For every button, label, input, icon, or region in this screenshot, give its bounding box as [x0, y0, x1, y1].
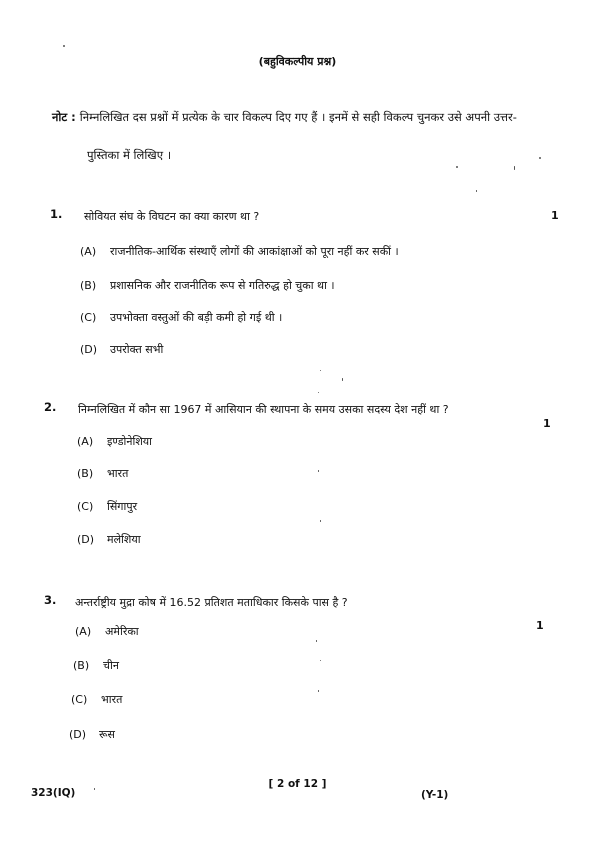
question-1-option-d: (D) उपरोक्त सभी	[80, 343, 164, 356]
question-2-option-a: (A) इण्डोनेशिया	[77, 435, 153, 448]
question-1-number: 1.	[50, 207, 63, 221]
scan-speck	[318, 470, 319, 472]
scan-speck	[320, 660, 321, 661]
question-1-marks: 1	[551, 209, 559, 222]
scan-speck	[316, 640, 317, 642]
question-1-option-b: (B) प्रशासनिक और राजनीतिक रूप से गतिरुद्ध हो चुका था ।	[80, 279, 335, 292]
scan-speck	[476, 190, 477, 192]
scan-speck	[320, 370, 321, 371]
scan-speck	[318, 392, 319, 393]
scan-speck	[456, 166, 458, 168]
note-label: नोट :	[52, 110, 76, 124]
question-1-text: सोवियत संघ के विघटन का क्या कारण था ?	[84, 210, 260, 223]
note-line-1	[52, 110, 517, 125]
question-3-option-c: (C) भारत	[71, 693, 123, 706]
section-title: (बहुविकल्पीय प्रश्न)	[258, 55, 337, 68]
scan-speck	[514, 166, 515, 170]
question-2-marks: 1	[543, 417, 551, 430]
scan-speck	[539, 157, 541, 159]
scan-speck	[94, 788, 95, 790]
footer-set-code: (Y-1)	[421, 789, 449, 801]
question-2-option-c: (C) सिंगापुर	[77, 500, 138, 513]
note-text-2: पुस्तिका में लिखिए ।	[87, 148, 172, 162]
question-3-option-d: (D) रूस	[69, 728, 115, 741]
question-2-option-d: (D) मलेशिया	[77, 533, 141, 546]
question-1-option-c: (C) उपभोक्ता वस्तुओं की बड़ी कमी हो गई थी ।	[80, 311, 283, 324]
question-3-option-b: (B) चीन	[73, 659, 119, 672]
scan-speck	[318, 690, 319, 692]
question-2-text: निम्नलिखित में कौन सा 1967 में आसियान की स्थापना के समय उसका सदस्य देश नहीं था ?	[78, 403, 449, 416]
footer-paper-code: 323(IQ)	[31, 787, 76, 799]
scan-speck	[320, 520, 321, 522]
question-3-number: 3.	[44, 593, 57, 607]
scan-speck	[342, 378, 343, 381]
question-2-option-b: (B) भारत	[77, 467, 129, 480]
question-3-option-a: (A) अमेरिका	[75, 625, 139, 638]
footer-page-number: [ 2 of 12 ]	[268, 778, 327, 790]
question-1-option-a: (A) राजनीतिक-आर्थिक संस्थाएँ लोगों की आकांक्षाओं को पूरा नहीं कर सकीं ।	[80, 245, 399, 258]
question-3-text: अन्तर्राष्ट्रीय मुद्रा कोष में 16.52 प्रतिशत मताधिकार किसके पास है ?	[75, 596, 348, 609]
note-text-1: निम्नलिखित दस प्रश्नों में प्रत्येक के चार विकल्प दिए गए हैं । इनमें से सही विकल्प चुनकर उसे अपनी उत्तर-	[79, 110, 517, 124]
question-3-marks: 1	[536, 619, 544, 632]
scan-speck	[63, 45, 65, 47]
question-2-number: 2.	[44, 400, 57, 414]
